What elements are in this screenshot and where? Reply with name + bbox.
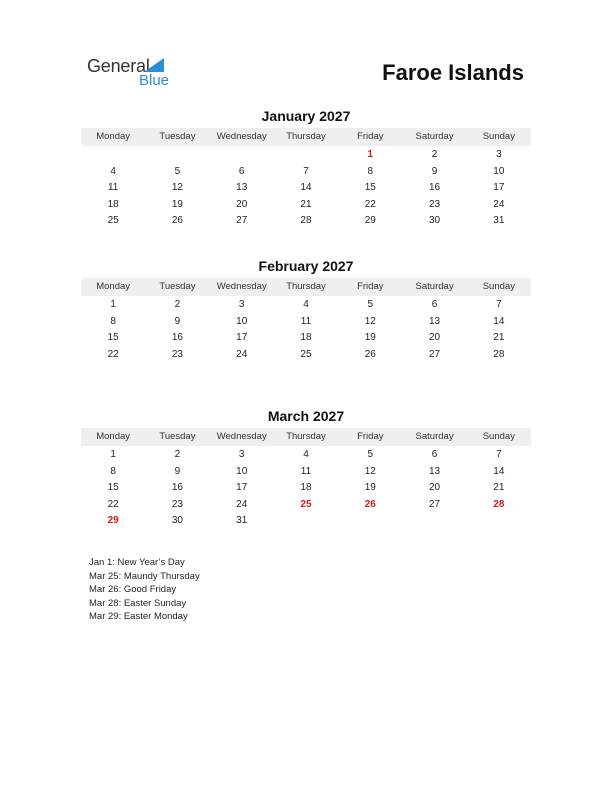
month-title: February 2027 xyxy=(258,258,354,274)
day-cell: 14 xyxy=(300,182,312,194)
day-cell: 2 xyxy=(174,449,181,460)
day-cell: 29 xyxy=(364,215,376,227)
weekday-header xyxy=(81,128,531,146)
day-cell: 28 xyxy=(493,348,505,360)
holiday-item: Mar 28: Easter Sunday xyxy=(89,597,187,609)
day-cell: 10 xyxy=(236,315,248,327)
day-cell: 1 xyxy=(110,449,116,460)
day-cell: 21 xyxy=(493,332,505,344)
day-cell: 23 xyxy=(429,198,441,210)
day-cell: 12 xyxy=(364,315,376,327)
day-cell: 21 xyxy=(300,198,312,210)
weekday-label: Thursday xyxy=(286,281,326,292)
day-cell: 24 xyxy=(236,348,248,360)
empty-day-cell xyxy=(338,513,402,530)
day-cell: 27 xyxy=(236,215,248,227)
day-grid xyxy=(81,297,531,363)
month-january xyxy=(81,107,531,230)
day-cell: 22 xyxy=(364,198,376,210)
holiday-item: Mar 26: Good Friday xyxy=(89,584,177,595)
logo-triangle-icon xyxy=(144,58,164,72)
empty-day-cell xyxy=(274,147,338,164)
day-cell: 19 xyxy=(171,198,183,210)
weekday-label: Wednesday xyxy=(216,431,267,442)
day-cell: 7 xyxy=(496,299,502,310)
empty-day-cell xyxy=(402,513,466,530)
day-cell: 15 xyxy=(364,182,376,194)
weekday-label: Saturday xyxy=(415,131,454,142)
day-cell: 20 xyxy=(429,482,441,494)
day-cell: 5 xyxy=(174,165,181,177)
day-cell: 11 xyxy=(107,182,119,194)
day-cell: 24 xyxy=(236,498,248,510)
day-cell: 1 xyxy=(110,299,116,310)
empty-day-cell xyxy=(81,147,145,164)
day-cell: 3 xyxy=(238,449,245,460)
holiday-list xyxy=(89,556,200,624)
holiday-item: Mar 29: Easter Monday xyxy=(89,611,188,622)
day-cell: 19 xyxy=(364,482,376,494)
day-cell: 12 xyxy=(171,182,183,194)
day-cell: 17 xyxy=(236,332,248,344)
day-cell: 7 xyxy=(496,449,502,460)
day-cell: 13 xyxy=(429,465,441,477)
day-cell: 22 xyxy=(107,348,119,360)
day-cell: 6 xyxy=(238,165,245,177)
day-cell: 2 xyxy=(174,299,181,310)
day-cell: 9 xyxy=(431,165,438,177)
day-cell: 20 xyxy=(236,198,248,210)
weekday-label: Monday xyxy=(96,281,131,292)
day-cell: 6 xyxy=(431,299,438,310)
day-cell: 9 xyxy=(174,465,181,477)
weekday-label: Saturday xyxy=(415,281,454,292)
day-cell: 14 xyxy=(493,465,505,477)
day-cell: 22 xyxy=(107,498,119,510)
weekday-label: Friday xyxy=(357,281,384,292)
weekday-label: Tuesday xyxy=(159,281,196,292)
holiday-item: Jan 1: New Year’s Day xyxy=(89,557,185,568)
month-title: January 2027 xyxy=(261,108,351,124)
weekday-label: Monday xyxy=(96,131,131,142)
day-cell: 9 xyxy=(174,315,181,327)
day-cell: 11 xyxy=(300,465,312,477)
day-cell: 25 xyxy=(107,215,119,227)
day-cell: 4 xyxy=(303,299,309,310)
empty-day-cell xyxy=(467,513,531,530)
weekday-label: Wednesday xyxy=(216,131,267,142)
holiday-item: Mar 25: Maundy Thursday xyxy=(89,570,200,582)
country-title: Faroe Islands xyxy=(382,60,524,85)
day-cell: 4 xyxy=(110,165,116,177)
day-cell: 27 xyxy=(429,498,441,510)
day-cell: 19 xyxy=(364,332,376,344)
day-cell: 3 xyxy=(238,299,245,310)
day-cell: 13 xyxy=(236,182,248,194)
day-cell: 24 xyxy=(493,198,505,210)
day-cell: 26 xyxy=(171,215,183,227)
weekday-label: Thursday xyxy=(286,131,326,142)
day-cell: 5 xyxy=(367,449,374,460)
logo-general-text: General xyxy=(87,56,150,76)
day-cell: 31 xyxy=(493,215,505,227)
month-february xyxy=(81,257,531,363)
day-cell: 8 xyxy=(367,165,374,177)
day-grid xyxy=(81,447,531,530)
day-cell: 16 xyxy=(429,182,441,194)
day-cell: 26 xyxy=(364,348,376,360)
day-cell: 6 xyxy=(431,449,438,460)
day-cell: 23 xyxy=(171,498,183,510)
weekday-label: Monday xyxy=(96,431,131,442)
day-cell: 4 xyxy=(303,449,309,460)
day-cell: 16 xyxy=(171,332,183,344)
day-cell: 30 xyxy=(171,515,183,527)
day-cell: 16 xyxy=(171,482,183,494)
day-cell: 31 xyxy=(236,515,248,527)
weekday-header xyxy=(81,428,531,446)
day-cell: 25 xyxy=(300,348,312,360)
month-title: March 2027 xyxy=(267,408,345,424)
day-cell: 20 xyxy=(429,332,441,344)
day-cell: 11 xyxy=(300,315,312,327)
weekday-label: Friday xyxy=(357,131,384,142)
empty-day-cell xyxy=(274,513,338,530)
day-cell: 13 xyxy=(429,315,441,327)
day-cell: 2 xyxy=(431,149,438,160)
day-cell: 25 xyxy=(300,498,312,510)
weekday-label: Friday xyxy=(357,431,384,442)
day-cell: 5 xyxy=(367,299,374,310)
empty-day-cell xyxy=(145,147,209,164)
day-cell: 10 xyxy=(493,165,505,177)
day-cell: 26 xyxy=(364,498,376,510)
day-cell: 7 xyxy=(303,165,309,177)
weekday-label: Sunday xyxy=(482,131,515,142)
month-march xyxy=(81,407,531,530)
day-cell: 15 xyxy=(107,332,119,344)
day-cell: 14 xyxy=(493,315,505,327)
day-cell: 18 xyxy=(107,198,119,210)
day-cell: 17 xyxy=(493,182,505,194)
weekday-label: Thursday xyxy=(286,431,326,442)
day-cell: 10 xyxy=(236,465,248,477)
day-cell: 30 xyxy=(429,215,441,227)
day-cell: 28 xyxy=(493,498,505,510)
day-cell: 28 xyxy=(300,215,312,227)
day-cell: 15 xyxy=(107,482,119,494)
day-cell: 8 xyxy=(110,315,116,327)
logo-blue-text: Blue xyxy=(139,72,170,89)
day-cell: 21 xyxy=(493,482,505,494)
weekday-label: Tuesday xyxy=(159,431,196,442)
day-grid xyxy=(81,147,531,230)
day-cell: 18 xyxy=(300,332,312,344)
logo xyxy=(87,56,197,92)
day-cell: 1 xyxy=(367,149,374,160)
day-cell: 29 xyxy=(107,515,119,527)
day-cell: 18 xyxy=(300,482,312,494)
weekday-label: Tuesday xyxy=(159,131,196,142)
weekday-header xyxy=(81,278,531,296)
weekday-label: Wednesday xyxy=(216,281,267,292)
day-cell: 17 xyxy=(236,482,248,494)
weekday-label: Sunday xyxy=(482,281,515,292)
day-cell: 3 xyxy=(496,149,502,160)
weekday-label: Sunday xyxy=(482,431,515,442)
day-cell: 23 xyxy=(171,348,183,360)
day-cell: 8 xyxy=(110,465,116,477)
empty-day-cell xyxy=(210,147,274,164)
day-cell: 27 xyxy=(429,348,441,360)
weekday-label: Saturday xyxy=(415,431,454,442)
day-cell: 12 xyxy=(364,465,376,477)
